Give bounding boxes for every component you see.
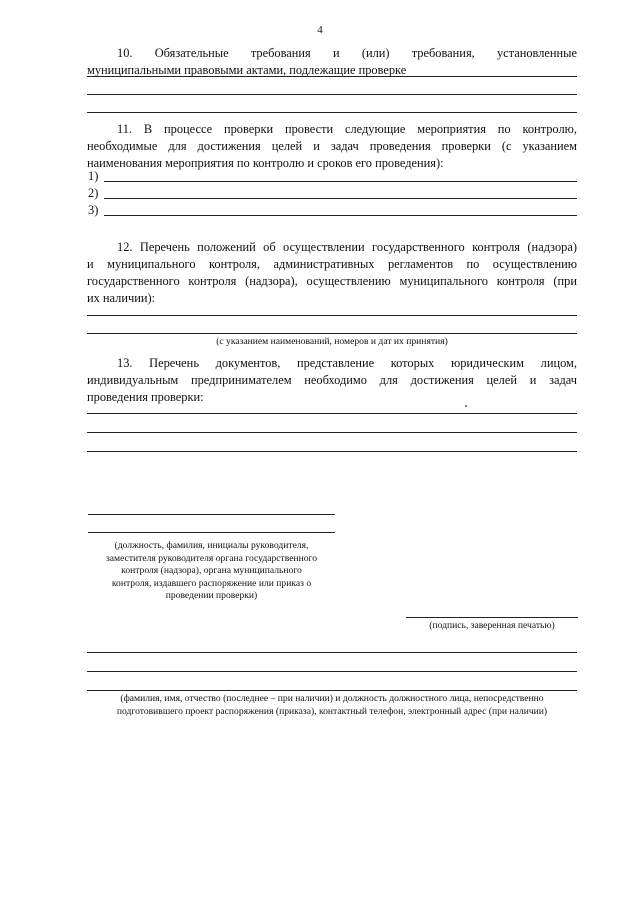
item12-fill-line-1 bbox=[87, 315, 577, 316]
signature-line bbox=[406, 617, 578, 618]
official-caption-line2: заместителя руководителя органа государственного bbox=[105, 552, 318, 564]
item11-line2: необходимые для достижения целей и задач проведения проверки (с указанием bbox=[87, 139, 577, 153]
item12-fill-line-2 bbox=[87, 333, 577, 334]
item10-fill-line-1 bbox=[87, 76, 577, 77]
preparer-caption-line1: (фамилия, имя, отчество (последнее – при наличии) и должность должностного лица, непосредственно bbox=[120, 693, 544, 704]
item11-entry-1-line bbox=[104, 181, 577, 182]
item10-line1: 10. Обязательные требования и (или) требования, установленные bbox=[117, 46, 577, 60]
item11-entry-3-number: 3) bbox=[88, 203, 99, 217]
item11-line3: наименования мероприятия по контролю и сроков его проведения): bbox=[87, 156, 444, 170]
preparer-fill-line-1 bbox=[87, 652, 577, 653]
item12-caption: (с указанием наименований, номеров и дат их принятия) bbox=[216, 336, 448, 347]
item13-line3: проведения проверки: bbox=[87, 390, 204, 404]
item11-entry-2-number: 2) bbox=[88, 186, 99, 200]
item13-line1: 13. Перечень документов, представление которых юридическим лицом, bbox=[117, 356, 577, 370]
item10-fill-line-2 bbox=[87, 94, 577, 95]
item12-line1: 12. Перечень положений об осуществлении государственного контроля (надзора) bbox=[117, 240, 577, 254]
item11-entry-3-line bbox=[104, 215, 577, 216]
official-caption-line5: проведении проверки) bbox=[165, 590, 258, 601]
item11-entry-1-number: 1) bbox=[88, 169, 99, 183]
item12-line2: и муниципального контроля, административных регламентов по осуществлению bbox=[87, 257, 577, 271]
item11-line1: 11. В процессе проверки провести следующие мероприятия по контролю, bbox=[117, 122, 577, 136]
item13-fill-line-3 bbox=[87, 451, 577, 452]
scan-speck bbox=[465, 405, 467, 407]
official-caption-line1: (должность, фамилия, инициалы руководителя, bbox=[114, 540, 309, 551]
item13-fill-line-1 bbox=[87, 413, 577, 414]
preparer-caption-line2: подготовившего проект распоряжения (приказа), контактный телефон, электронный адрес (при наличии) bbox=[116, 706, 548, 717]
official-fill-line-2 bbox=[88, 532, 335, 533]
item11-entry-2-line bbox=[104, 198, 577, 199]
preparer-fill-line-3 bbox=[87, 690, 577, 691]
official-fill-line-1 bbox=[88, 514, 335, 515]
item13-fill-line-2 bbox=[87, 432, 577, 433]
page-number: 4 bbox=[317, 24, 323, 36]
item13-line2: индивидуальным предпринимателем необходимо для достижения целей и задач bbox=[87, 373, 577, 387]
item10-fill-line-3 bbox=[87, 112, 577, 113]
official-caption-line3: контроля (надзора), органа муниципального bbox=[121, 565, 302, 576]
official-caption-line4: контроля, издавшего распоряжение или приказ о bbox=[111, 577, 312, 589]
item12-line4: их наличии): bbox=[87, 291, 156, 305]
item12-line3: государственного контроля (надзора), осуществлению муниципального контроля (при bbox=[87, 274, 577, 288]
item10-line2: муниципальными правовыми актами, подлежащие проверке bbox=[87, 63, 407, 77]
signature-caption: (подпись, заверенная печатью) bbox=[429, 620, 555, 631]
preparer-fill-line-2 bbox=[87, 671, 577, 672]
